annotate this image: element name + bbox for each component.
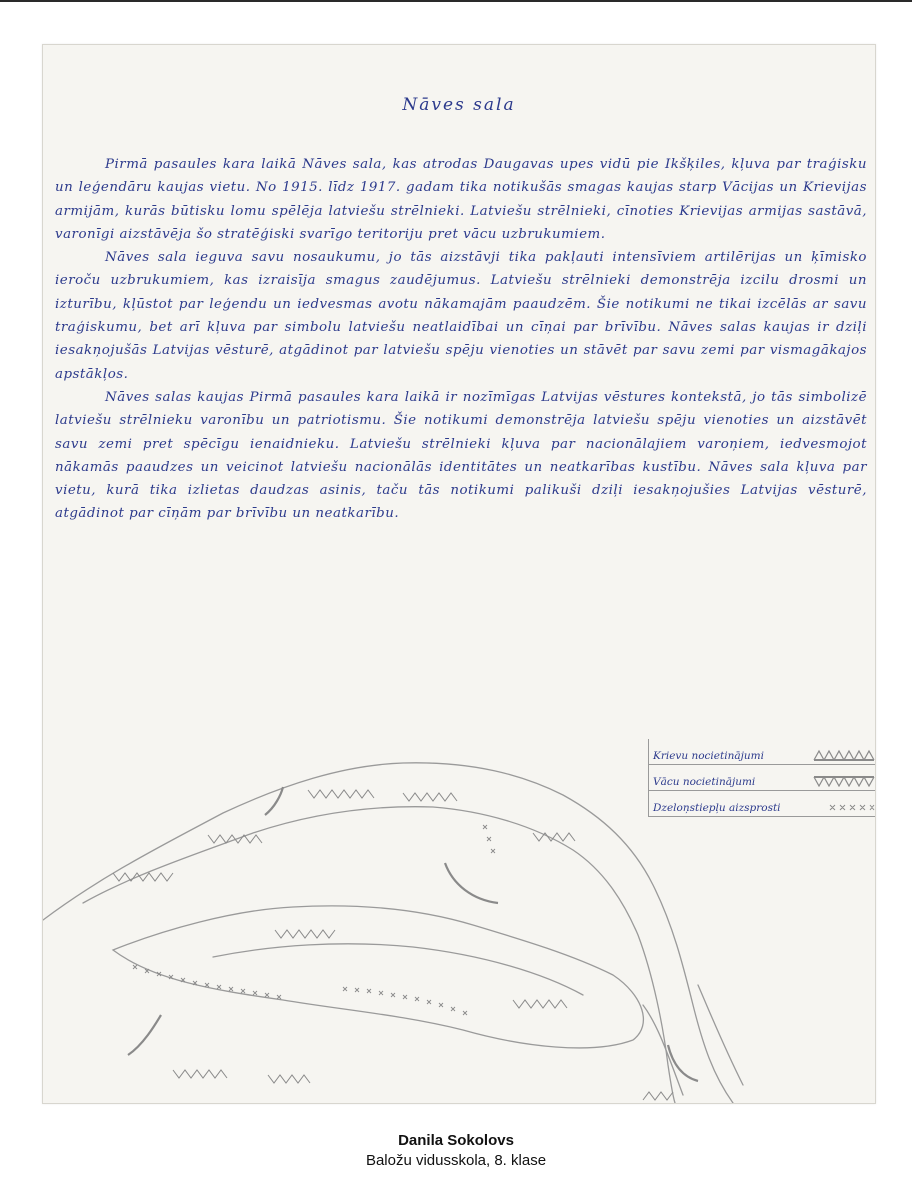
page-title: Nāves sala [402,95,516,115]
barbed-wire-line [343,987,467,1015]
barbed-wire-line [133,965,281,999]
fortification-mark [643,1092,673,1100]
arc-fortification [445,863,498,903]
essay-body [55,153,867,526]
legend-label: Dzeloņstiepļu aizsprosti [653,802,781,814]
x-marks-icon [829,803,875,813]
legend-label: Krievu nocietinājumi [653,750,764,762]
legend-row-barbed-wire [649,791,876,817]
author-caption [0,1131,912,1171]
map-legend [648,739,876,817]
island-inner-contour [213,944,583,995]
fortification-mark [268,1075,310,1083]
legend-row-german [649,765,876,791]
top-border [0,0,912,2]
barbed-wire-line [483,825,495,853]
river-bank-upper [43,763,733,1103]
legend-row-russian [649,739,876,765]
school-class: Baložu vidusskola, 8. klase [365,1152,547,1169]
channel-line [643,1005,683,1095]
handwritten-page [42,44,876,1104]
fortification-mark [513,1000,567,1008]
arc-fortification [668,1045,698,1081]
author-name: Danila Sokolovs [398,1132,514,1149]
fortification-mark [403,793,457,801]
channel-line-2 [698,985,743,1085]
arc-fortification [128,1015,161,1055]
fortification-mark [308,790,374,798]
paragraph-3: Nāves salas kaujas Pirmā pasaules kara laikā ir nozīmīgas Latvijas vēstures kontekstā, jo tās simbolizē latviešu strēlnieku varonību un patriotismu. Šie notikumi demonstrēja latviešu spēju vienoties un aizstāvēt savu zemi pret spēcīgu ienaidnieku. Latviešu strēlnieki kļuva par nacionālajiem varoņiem, iedvesmojot nākamās paaudzes un veicinot latviešu nacionālās identitātes un neatkarības kustību. Nāves sala kļuva par vietu, kurā tika izlietas daudzas asinis, taču tās notikumi palikuši dziļi iesakņojušies Latvijas vēsturē, atgādinot par cīņām par brīvību un neatkarību. [55,389,867,522]
sawtooth-icon [813,775,875,787]
legend-label: Vācu nocietinājumi [653,776,756,788]
fortification-mark [208,835,262,843]
island-outline [113,906,643,1048]
sawtooth-icon [813,749,875,761]
river-bank-lower [83,807,675,1103]
paragraph-2: Nāves sala ieguva savu nosaukumu, jo tās aizstāvji tika pakļauti intensīviem artilērijas un ķīmisko ieroču uzbrukumiem, kas izraisīja smagus zaudējumus. Latviešu strēlnieki demonstrēja izcilu drosmi un izturību, kļūstot par leģendu un iedvesmas avotu nākamajām paaudzēm. Šie notikumi ne tikai izcēlās ar savu traģiskumu, bet arī kļuva par simbolu latviešu neatlaidībai un cīņai par brīvību. Nāves salas kaujas ir dziļi iesakņojušās Latvijas vēsturē, atgādinot par latviešu spēju vienoties un stāvēt par savu zemi par vismagākajos apstākļos. [55,250,867,382]
paragraph-1: Pirmā pasaules kara laikā Nāves sala, kas atrodas Daugavas upes vidū pie Ikšķiles, kļuva par traģisku un leģendāru kaujas vietu. No 1915. līdz 1917. gadam tika notikušās smagas kaujas starp Vācijas un Krievijas armijām, kurās būtisku lomu spēlēja latviešu strēlnieki. Latviešu strēlnieki, cīnoties Krievijas armijas sastāvā, varonīgi aizstāvēja šo stratēģiski svarīgo teritoriju pret vācu uzbrukumiem. [55,157,867,242]
fortification-mark [173,1070,227,1078]
fortification-mark [275,930,335,938]
